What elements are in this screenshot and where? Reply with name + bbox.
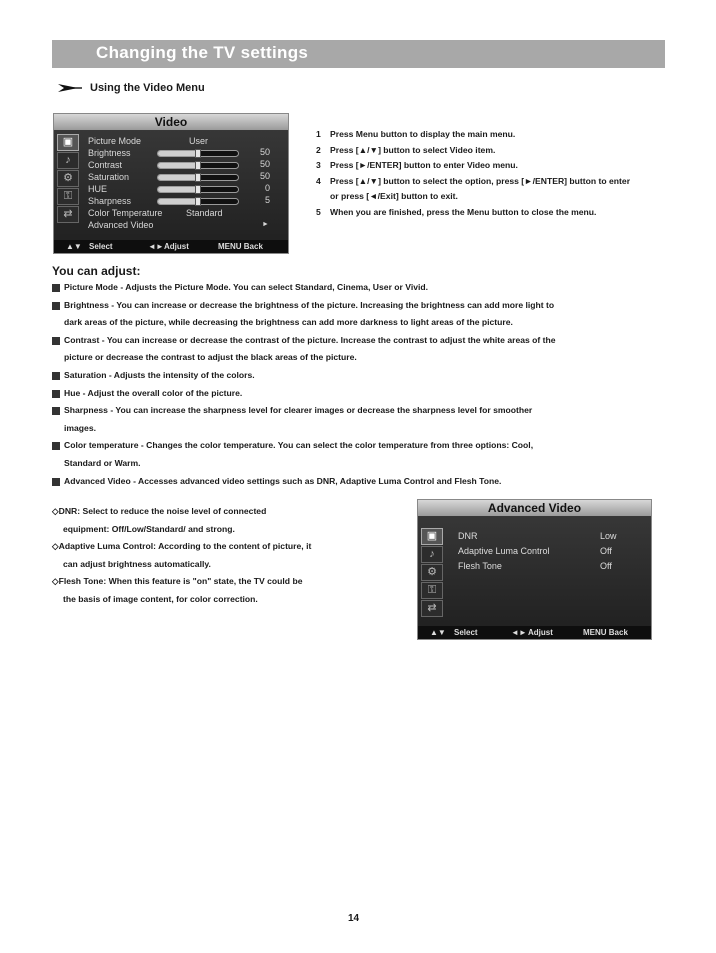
menu-item-label[interactable]: Picture Mode [88,136,142,146]
subheading [58,82,205,94]
video-menu [53,113,289,254]
slider-fill [158,199,198,204]
slider-knob[interactable] [195,197,201,206]
setup-icon[interactable]: ⚙ [57,170,79,187]
step-text: Press [►/ENTER] button to enter Video menu. [330,160,518,170]
step-line [316,174,630,190]
bullet-square-icon [52,372,60,380]
footer-adjust: Adjust [528,628,553,637]
bullet-square-icon [52,407,60,415]
setup-icon[interactable]: ⚙ [421,564,443,581]
bullet-continuation: Standard or Warm. [64,457,141,468]
note-continuation: equipment: Off/Low/Standard/ and strong. [63,523,235,534]
updown-icon: ▲▼ [66,242,82,251]
bullet-item [52,437,667,455]
step-number: 4 [316,175,321,186]
bullet-continuation: picture or decrease the contrast to adjust the black areas of the picture. [64,352,357,363]
menu-item-value: 50 [259,159,270,169]
step-number: 2 [316,144,321,155]
step-text: Press Menu button to display the main menu. [330,129,516,139]
menu-item-value: 5 [264,195,270,205]
bullet-square-icon [52,302,60,310]
step-text: When you are finished, press the Menu button to close the menu. [330,206,597,217]
menu-item-value: 0 [264,183,270,193]
subheading-text: Using the Video Menu [90,82,205,94]
footer-back: MENU Back [583,628,628,637]
menu-item-value: Low [600,531,617,541]
slider-fill [158,163,198,168]
lock-icon[interactable]: ⚿ [57,188,79,205]
menu-icon-column [421,528,445,618]
menu-icon-column [57,134,81,224]
leftright-icon: ◄► [511,628,527,637]
steps-list [316,127,630,220]
slider-knob[interactable] [195,161,201,170]
menu-item-label[interactable]: Flesh Tone [458,561,502,571]
bullet-square-icon [52,442,60,450]
note-line: ◇Flesh Tone: When this feature is "on" state, the TV could be [52,576,303,586]
updown-icon: ▲▼ [430,628,446,637]
step-number: 1 [316,129,321,139]
bullet-continuation: dark areas of the picture, while decreasing the brightness can add more darkness to light areas of the picture. [64,317,513,328]
bullet-square-icon [52,337,60,345]
bullet-text: Saturation - Adjusts the intensity of the colors. [64,369,255,380]
picture-icon[interactable]: ▣ [421,528,443,545]
step-text: Press [▲/▼] button to select the option, press [►/ENTER] button to enter [330,175,631,186]
bullet-text: Contrast - You can increase or decrease the contrast of the picture. Increase the contrast to adjust the white areas of the [64,334,556,345]
note-line: ◇DNR: Select to reduce the noise level of connected [52,506,267,516]
note-continuation: the basis of image content, for color correction. [63,593,258,604]
bullet-item [52,367,667,385]
bullet-item [52,332,667,350]
step-number: 3 [316,160,321,170]
menu-item-label[interactable]: Contrast [88,160,123,170]
input-icon[interactable]: ⇄ [57,206,79,223]
lock-icon[interactable]: ⚿ [421,582,443,599]
menu-item-value: Off [600,561,612,571]
menu-item-value: Standard [186,208,223,218]
slider-knob[interactable] [195,173,201,182]
slider-fill [158,187,198,192]
step-number: 5 [316,206,321,217]
leftright-icon: ◄► [148,242,164,251]
input-icon[interactable]: ⇄ [421,600,443,617]
video-menu-title: Video [54,114,288,130]
bullet-text: Color temperature - Changes the color temperature. You can select the color temperature from three options: Cool, [64,440,534,451]
note-line: ◇Adaptive Luma Control: According to the content of picture, it [52,541,312,551]
bullet-item [52,402,667,420]
footer-back: MENU Back [218,242,263,251]
picture-icon[interactable]: ▣ [57,134,79,151]
advanced-video-menu [417,499,652,640]
menu-item-value: ► [262,221,269,228]
arrow-icon [58,83,82,93]
section-banner [52,40,665,68]
audio-icon[interactable]: ♪ [421,546,443,563]
bullet-square-icon [52,284,60,292]
menu-item-label[interactable]: HUE [88,184,108,194]
advanced-menu-footer [418,626,651,639]
step-line [316,127,630,143]
menu-item-value: 50 [259,171,270,181]
footer-select: Select [89,242,113,251]
bullet-text: Brightness - You can increase or decrease the brightness of the picture. Increasing the brightness can add more light to [64,299,555,310]
slider-fill [158,175,198,180]
section-title: Changing the TV settings [96,43,309,62]
slider-knob[interactable] [195,185,201,194]
bullet-text: Picture Mode - Adjusts the Picture Mode. You can select Standard, Cinema, User or Vivid. [64,282,429,292]
menu-item-label[interactable]: DNR [458,531,478,541]
menu-item-label[interactable]: Brightness [88,148,131,158]
notes-list [52,503,382,608]
bullet-text: Advanced Video - Accesses advanced video settings such as DNR, Adaptive Luma Control and Flesh Tone. [64,475,502,486]
bullet-item [52,279,667,297]
step-text: Press [▲/▼] button to select Video item. [330,144,496,155]
menu-item-label[interactable]: Saturation [88,172,130,182]
step-line [316,143,630,159]
bullet-continuation: images. [64,422,97,433]
step-line [316,158,630,174]
page-number: 14 [348,913,360,924]
bullet-item [52,473,667,491]
slider-fill [158,151,198,156]
bullet-item [52,385,667,403]
menu-item-label[interactable]: Advanced Video [88,220,154,230]
bullet-square-icon [52,478,60,486]
menu-item-label[interactable]: Color Temperature [88,208,163,218]
menu-item-value: Off [600,546,612,556]
bullet-text: Sharpness - You can increase the sharpness level for clearer images or decrease the sharpness level for smoother [64,405,533,416]
footer-select: Select [454,628,478,637]
adjust-list [52,279,667,490]
slider-knob[interactable] [195,149,201,158]
bullet-text: Hue - Adjust the overall color of the picture. [64,387,243,398]
bullet-item [52,297,667,315]
menu-item-label[interactable]: Adaptive Luma Control [458,546,550,556]
menu-item-label[interactable]: Sharpness [88,196,132,206]
menu-item-value: User [189,136,209,146]
note-continuation: can adjust brightness automatically. [63,558,211,569]
video-menu-footer [54,240,288,253]
audio-icon[interactable]: ♪ [57,152,79,169]
menu-item-value: 50 [259,147,270,157]
advanced-menu-title: Advanced Video [418,500,651,516]
footer-adjust: Adjust [164,242,189,251]
step-line [316,205,630,221]
step-continuation: or press [◄/Exit] button to exit. [330,191,458,201]
bullet-square-icon [52,390,60,398]
adjust-heading: You can adjust: [52,264,141,278]
